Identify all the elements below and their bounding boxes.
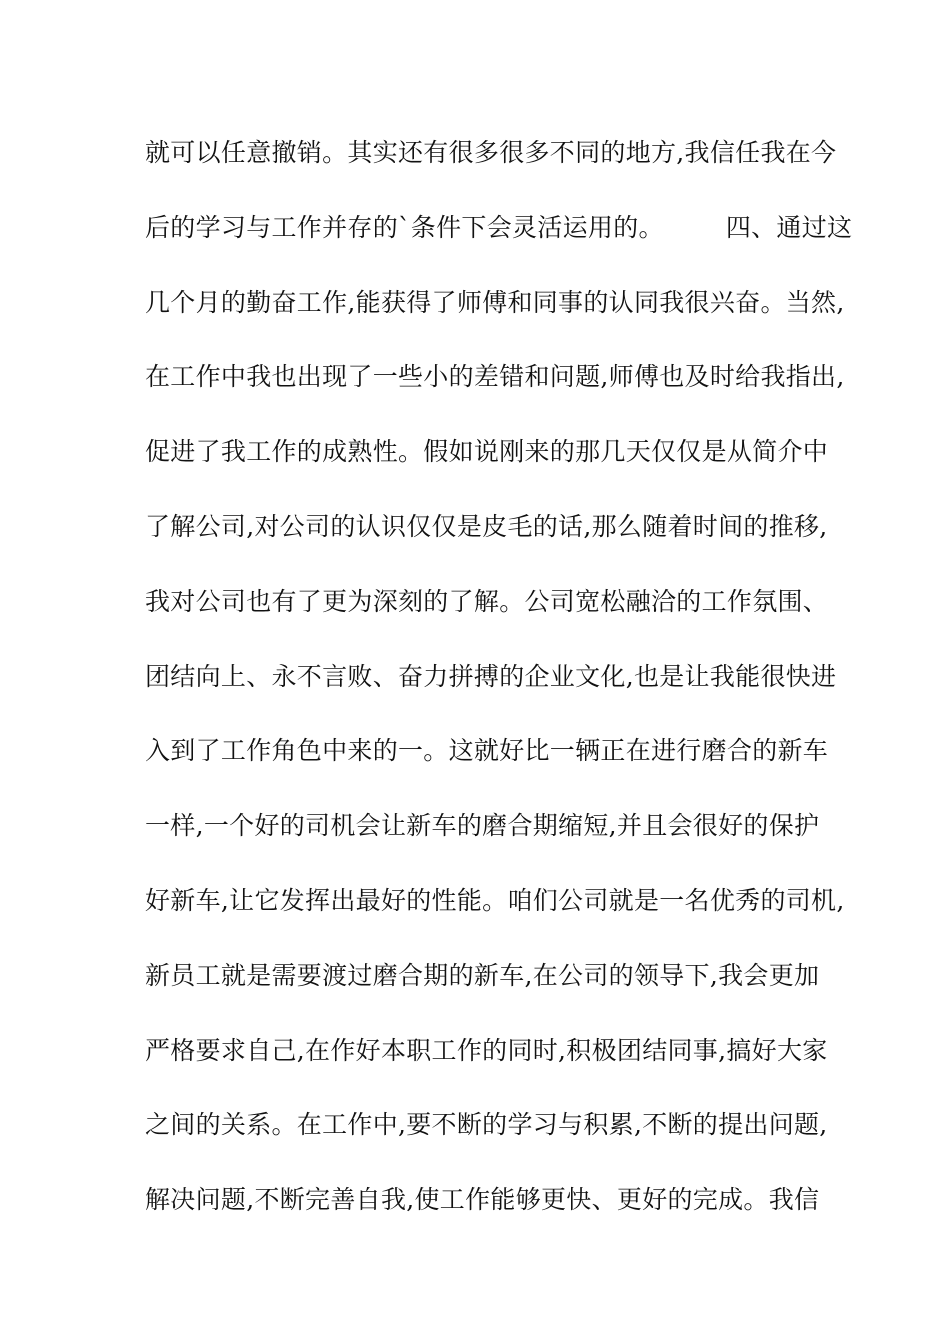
text-line-10: 一样,一个好的司机会让新车的磨合期缩短,并且会很好的保护 xyxy=(145,811,820,841)
text-line-2-start: 后的学习与工作并存的`条件下会灵活运用的。 xyxy=(145,212,664,242)
text-line-2 xyxy=(145,203,853,278)
text-line-6: 了解公司,对公司的认识仅仅是皮毛的话,那么随着时间的推移, xyxy=(145,511,828,541)
text-line-2-end: 四、通过这 xyxy=(725,212,853,242)
text-line-12: 新员工就是需要渡过磨合期的新车,在公司的领导下,我会更加 xyxy=(145,960,820,990)
text-line-14: 之间的关系。在工作中,要不断的学习与积累,不断的提出问题, xyxy=(145,1110,828,1140)
text-line-1: 就可以任意撤销。其实还有很多很多不同的地方,我信任我在今 xyxy=(145,138,837,167)
text-line-3: 几个月的勤奋工作,能获得了师傅和同事的认同我很兴奋。当然, xyxy=(145,287,845,317)
text-line-15: 解决问题,不断完善自我,使工作能够更快、更好的完成。我信 xyxy=(145,1185,820,1215)
text-line-7: 我对公司也有了更为深刻的了解。公司宽松融洽的工作氛围、 xyxy=(145,586,829,616)
text-line-8: 团结向上、永不言败、奋力拼搏的企业文化,也是让我能很快进 xyxy=(145,661,837,691)
body-text xyxy=(145,128,853,1250)
text-line-11: 好新车,让它发挥出最好的性能。咱们公司就是一名优秀的司机, xyxy=(145,885,845,915)
text-line-4: 在工作中我也出现了一些小的差错和问题,师傅也及时给我指出, xyxy=(145,362,845,392)
text-line-13: 严格要求自己,在作好本职工作的同时,积极团结同事,搞好大家 xyxy=(145,1035,828,1065)
text-line-5: 促进了我工作的成熟性。假如说刚来的那几天仅仅是从简介中 xyxy=(145,437,829,467)
text-line-9: 入到了工作角色中来的一。这就好比一辆正在进行磨合的新车 xyxy=(145,736,829,766)
